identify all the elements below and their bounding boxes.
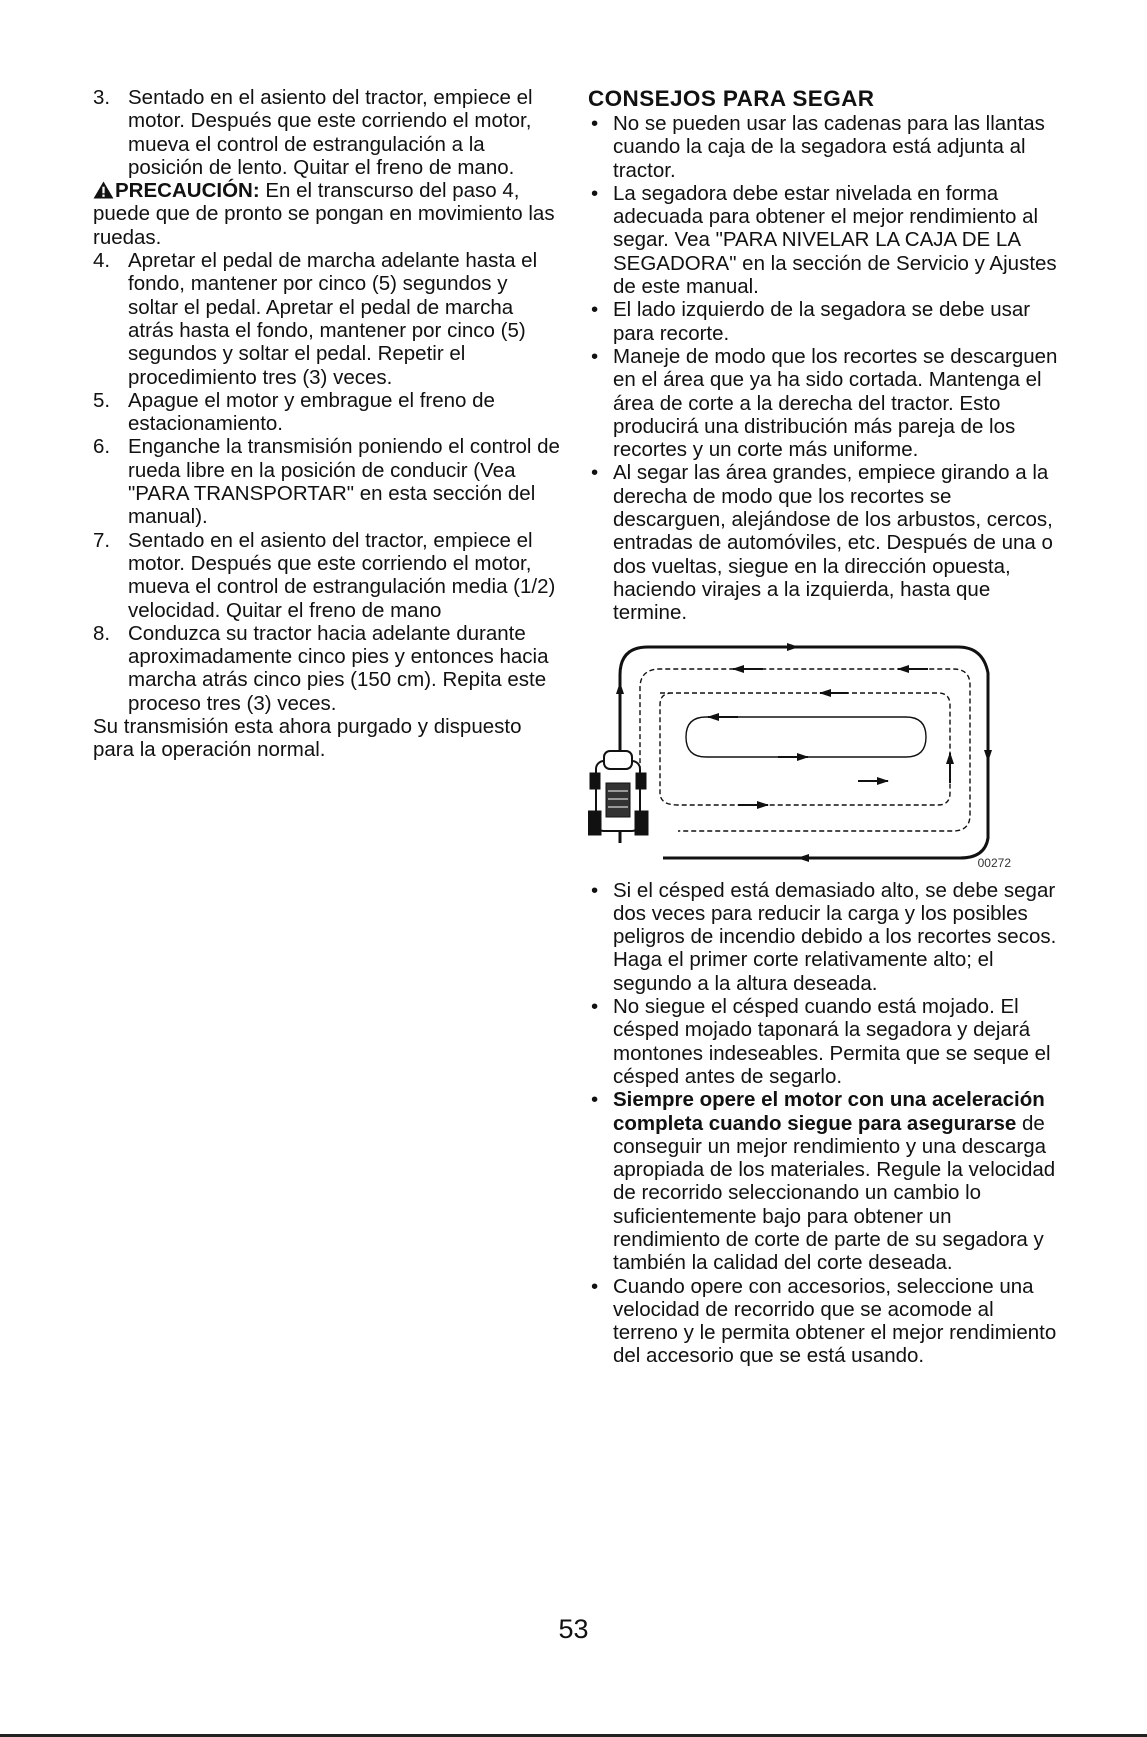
right-column — [588, 86, 1058, 1368]
step-text: Conduzca su tractor hacia adelante durante aproximadamente cinco pies y entonces hacia marcha atrás cinco pies (150 cm). Repita este proceso tres (3) veces. — [128, 621, 549, 715]
step-item — [93, 622, 563, 715]
warning-triangle-icon — [93, 181, 114, 199]
steps-list-a — [93, 86, 563, 179]
tip-text: No se pueden usar las cadenas para las llantas cuando la caja de la segadora está adjunta al tractor. — [613, 112, 1045, 182]
step-text: Apretar el pedal de marcha adelante hasta el fondo, mantener por cinco (5) segundos y soltar el pedal. Apretar el pedal de marcha atrás hasta el fondo, mantener por cinco (5) segundos y soltar el pedal. Repetir el procedimiento tres (3) veces. — [128, 249, 538, 389]
step-number: 4. — [93, 249, 111, 273]
tip-item — [588, 995, 1058, 1088]
tip-text: de conseguir un mejor rendimiento y una descarga apropiada de los materiales. Regule la velocidad de recorrido seleccionando un cambio lo suficientemente bajo para obtener un rendimiento de corte de parte de su segadora y también la calidad del corte deseada. — [613, 1111, 1056, 1275]
bullet: • — [591, 995, 599, 1019]
steps-list-b — [93, 249, 563, 715]
tip-text: No siegue el césped cuando está mojado. El césped mojado taponará la segadora y dejará montones indeseables. Permita que se seque el césped antes de segarlo. — [613, 995, 1051, 1088]
step-number: 5. — [93, 388, 111, 412]
bullet: • — [591, 1088, 599, 1112]
step-number: 6. — [93, 435, 111, 459]
closing-paragraph: Su transmisión esta ahora purgado y dispuesto para la operación normal. — [93, 715, 522, 762]
tips-list-top — [588, 112, 1058, 625]
caution-label: PRECAUCIÓN: — [115, 179, 260, 203]
step-item — [93, 529, 563, 622]
caution-text: En el transcurso del paso 4, puede que de pronto se pongan en movimiento las ruedas. — [93, 179, 555, 249]
bullet: • — [591, 1274, 599, 1298]
tip-item — [588, 1275, 1058, 1368]
bullet: • — [591, 461, 599, 485]
tip-bold-text: Siempre opere el motor con una aceleración completa cuando siegue para asegurarse — [613, 1088, 1045, 1135]
tip-item — [588, 112, 1058, 182]
step-number: 8. — [93, 621, 111, 645]
caution-note — [93, 179, 563, 249]
tip-text: Si el césped está demasiado alto, se debe segar dos veces para reducir la carga y los posibles peligros de incendio debido a los recortes secos. Haga el primer corte relativamente alto; el segundo a la altura deseada. — [613, 878, 1057, 995]
mowing-pattern-diagram — [588, 633, 1058, 873]
step-text: Sentado en el asiento del tractor, empiece el motor. Después que este corriendo el motor, mueva el control de estrangulación media (1/2) velocidad. Quitar el freno de mano — [128, 528, 556, 622]
step-text: Sentado en el asiento del tractor, empiece el motor. Después que este corriendo el motor, mueva el control de estrangulación a la posición de lento. Quitar el freno de mano. — [128, 86, 533, 179]
third-pass-path — [660, 693, 950, 805]
left-column — [93, 86, 563, 762]
tip-item — [588, 182, 1058, 298]
step-item — [93, 249, 563, 389]
step-item — [93, 86, 563, 179]
step-item — [93, 435, 563, 528]
figure-code: 00272 — [977, 855, 1011, 870]
bullet: • — [591, 344, 599, 368]
tip-text: Maneje de modo que los recortes se descarguen en el área que ya ha sido cortada. Mantenga el área de corte a la derecha del tractor. Esto producirá una distribución más pareja de los recortes y un corte más uniforme. — [613, 344, 1058, 462]
page-number: 53 — [558, 1614, 589, 1644]
mowing-pattern-figure — [588, 633, 1058, 873]
bullet: • — [591, 181, 599, 205]
step-text: Apague el motor y embrague el freno de estacionamiento. — [128, 388, 495, 436]
tip-item — [588, 461, 1058, 624]
tip-text: La segadora debe estar nivelada en forma adecuada para obtener el mejor rendimiento al segar. Vea "PARA NIVELAR LA CAJA DE LA SEGADORA" en la sección de Servicio y Ajustes de este manual. — [613, 181, 1057, 299]
bullet: • — [591, 878, 599, 902]
tip-text: Al segar las área grandes, empiece girando a la derecha de modo que los recortes se descarguen, alejándose de los arbustos, cercos, entradas de automóviles, etc. Después de una o dos vueltas, siegue en la dirección opuesta, haciendo virajes a la izquierda, hasta que termine. — [613, 461, 1053, 625]
tip-item — [588, 345, 1058, 461]
tip-text: Cuando opere con accesorios, seleccione una velocidad de recorrido que se acomode al terreno y le permita obtener el mejor rendimiento del accesorio que se está usando. — [613, 1274, 1057, 1368]
inner-pass-path — [686, 717, 926, 757]
step-item — [93, 389, 563, 436]
bullet: • — [591, 112, 599, 135]
tip-text: El lado izquierdo de la segadora se debe usar para recorte. — [613, 298, 1031, 345]
section-heading: CONSEJOS PARA SEGAR — [588, 86, 875, 111]
bullet: • — [591, 298, 599, 322]
tip-item — [588, 879, 1058, 995]
step-number: 7. — [93, 528, 111, 552]
tractor-icon — [588, 751, 648, 835]
outer-pass-path — [620, 647, 988, 858]
step-text: Enganche la transmisión poniendo el control de rueda libre en la posición de conducir (Vea "PARA TRANSPORTAR" en esta sección del manual). — [128, 435, 560, 529]
tip-item — [588, 298, 1058, 345]
tips-list-bottom — [588, 879, 1058, 1368]
step-number: 3. — [93, 86, 111, 109]
tip-item — [588, 1088, 1058, 1274]
